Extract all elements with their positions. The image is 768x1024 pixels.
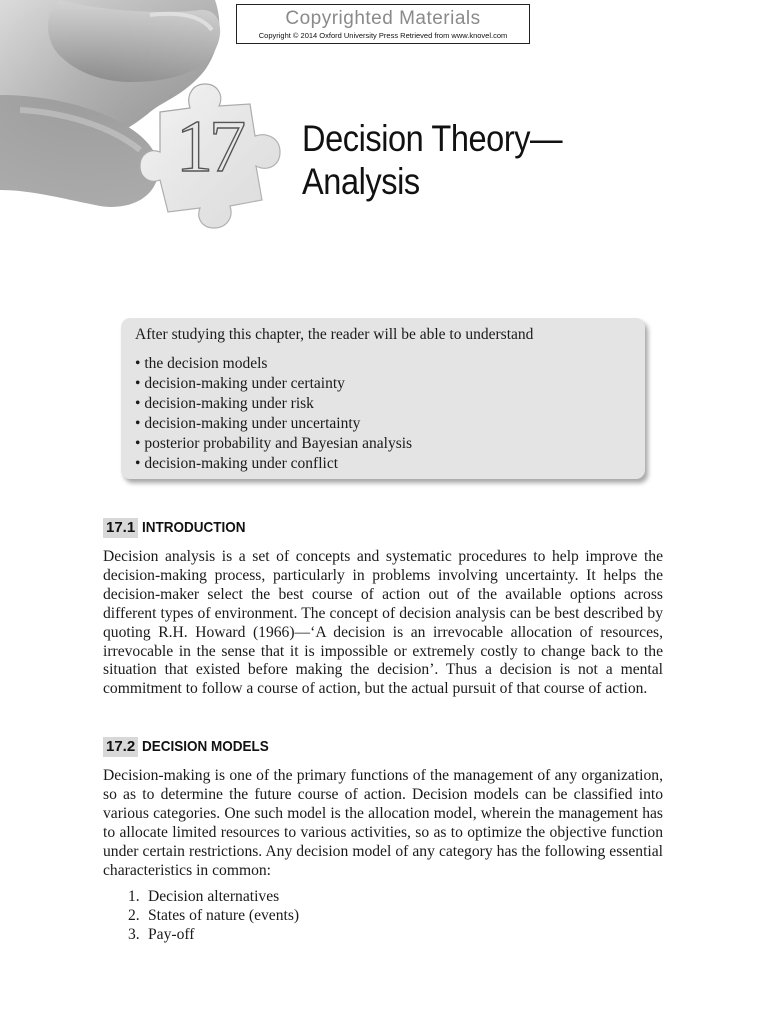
section-title: DECISION MODELS	[142, 738, 269, 755]
chapter-number: 17	[176, 106, 242, 188]
chapter-title	[302, 117, 562, 203]
copyright-banner	[236, 4, 530, 44]
section-number: 17.1	[103, 518, 138, 538]
objectives-list	[135, 354, 631, 474]
objectives-intro: After studying this chapter, the reader will be able to understand	[135, 326, 534, 343]
list-item	[128, 925, 299, 944]
section-heading-decision-models	[103, 737, 283, 757]
chapter-title-line-1: Decision Theory—	[302, 118, 563, 159]
section-number: 17.2	[103, 737, 138, 757]
decision-models-paragraph: Decision-making is one of the primary functions of the management of any organization, so as to determine the future course of action. Decision models can be classified into various categories. One such model is the allocation model, wherein the management has to allocate limited resources to various activities, so as to optimize the objective function under certain restrictions. Any decision model of any category has the following essential characteristics in common:	[103, 767, 663, 879]
objective-item: • decision-making under certainty	[135, 374, 631, 394]
learning-objectives-box	[121, 318, 645, 479]
list-item-text: Decision alternatives	[148, 888, 280, 905]
list-item-number: 2.	[128, 907, 140, 924]
objective-item: • decision-making under conflict	[135, 454, 631, 474]
list-item-number: 1.	[128, 888, 140, 905]
objective-item: • the decision models	[135, 354, 631, 374]
list-item-text: States of nature (events)	[148, 907, 300, 924]
list-item-text: Pay-off	[148, 926, 195, 943]
list-item	[128, 906, 299, 925]
copyright-notice: Copyright © 2014 Oxford University Press Retrieved from www.knovel.com	[258, 31, 508, 40]
objective-item: • decision-making under uncertainty	[135, 414, 631, 434]
section-title: INTRODUCTION	[142, 519, 246, 536]
copyright-banner-title: Copyrighted Materials	[285, 8, 481, 29]
chapter-title-line-2: Analysis	[302, 161, 420, 202]
list-item	[128, 887, 299, 906]
introduction-paragraph: Decision analysis is a set of concepts and systematic procedures to help improve the decision-making process, particularly in problems involving uncertainty. It helps the decision-maker select the best course of action out of the available options across different types of environment. The concept of decision analysis can be best described by quoting R.H. Howard (1966)—‘A decision is an irrevocable allocation of resources, irrevocable in the sense that it is impossible or extremely costly to change back to the situation that existed before making the decision’. Thus a decision is not a mental commitment to follow a course of action, but the actual pursuit of that course of action.	[103, 548, 663, 698]
list-item-number: 3.	[128, 926, 140, 943]
section-heading-introduction	[103, 518, 257, 538]
objective-item: • posterior probability and Bayesian analysis	[135, 434, 631, 454]
objective-item: • decision-making under risk	[135, 394, 631, 414]
characteristics-list	[128, 887, 299, 944]
